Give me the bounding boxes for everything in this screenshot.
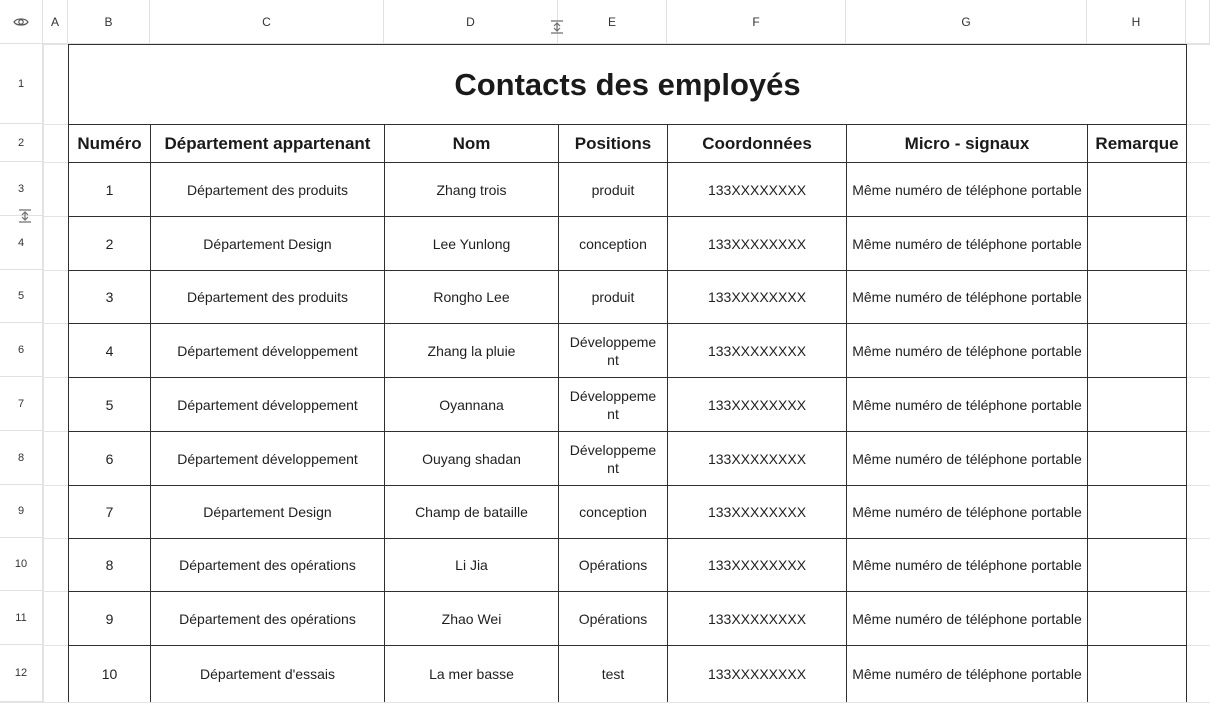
row-header-12[interactable]: 12 [0,645,43,702]
resize-handle-icon [16,207,34,225]
table-border-horizontal [68,377,1187,378]
table-cell-name[interactable]: La mer basse [385,646,558,702]
table-cell-contact[interactable]: 133XXXXXXXX [668,646,846,702]
table-border-horizontal [68,485,1187,486]
column-header-h[interactable]: H [1087,0,1186,44]
table-border-horizontal [68,44,1187,45]
column-header-e[interactable]: E [558,0,667,44]
table-cell-name[interactable]: Rongho Lee [385,271,558,323]
table-cell-wechat[interactable]: Même numéro de téléphone portable [847,646,1087,702]
row-header-7[interactable]: 7 [0,377,43,431]
table-cell-name[interactable]: Zhang trois [385,163,558,216]
table-cell-remark[interactable] [1088,378,1186,431]
table-cell-dept[interactable]: Département des opérations [151,539,384,591]
eye-icon [13,14,29,30]
table-border-vertical [150,124,151,702]
table-cell-remark[interactable] [1088,432,1186,485]
table-cell-num[interactable]: 2 [69,217,150,270]
table-header-cell[interactable]: Coordonnées [668,125,846,162]
table-cell-dept[interactable]: Département d'essais [151,646,384,702]
table-cell-num[interactable]: 9 [69,592,150,645]
column-header-d[interactable]: D [384,0,558,44]
table-border-horizontal [68,323,1187,324]
row-header-1[interactable]: 1 [0,44,43,124]
column-header-blank [1186,0,1210,44]
table-cell-wechat[interactable]: Même numéro de téléphone portable [847,324,1087,377]
row-header-2[interactable]: 2 [0,124,43,162]
table-cell-remark[interactable] [1088,592,1186,645]
table-header-cell[interactable]: Nom [385,125,558,162]
table-border-vertical [1087,124,1088,702]
table-cell-num[interactable]: 7 [69,486,150,538]
column-resize-handle[interactable] [548,18,566,36]
gridline-vertical [43,0,44,702]
row-header-5[interactable]: 5 [0,270,43,323]
table-border-horizontal [68,591,1187,592]
table-cell-num[interactable]: 10 [69,646,150,702]
table-cell-remark[interactable] [1088,486,1186,538]
table-border-vertical [1186,44,1187,702]
table-cell-num[interactable]: 3 [69,271,150,323]
table-border-vertical [558,124,559,702]
row-header-10[interactable]: 10 [0,538,43,591]
table-cell-remark[interactable] [1088,271,1186,323]
table-cell-position[interactable]: Opérations [559,592,667,645]
table-cell-num[interactable]: 5 [69,378,150,431]
table-cell-dept[interactable]: Département développement [151,378,384,431]
select-all-corner[interactable] [0,0,43,44]
table-title[interactable]: Contacts des employés [69,45,1186,124]
table-cell-position[interactable]: conception [559,217,667,270]
row-header-6[interactable]: 6 [0,323,43,377]
table-cell-dept[interactable]: Département des produits [151,271,384,323]
resize-handle-icon [548,18,566,36]
table-cell-contact[interactable]: 133XXXXXXXX [668,163,846,216]
column-header-g[interactable]: G [846,0,1087,44]
table-cell-dept[interactable]: Département Design [151,486,384,538]
table-cell-position[interactable]: produit [559,163,667,216]
table-cell-wechat[interactable]: Même numéro de téléphone portable [847,539,1087,591]
table-cell-dept[interactable]: Département des produits [151,163,384,216]
table-cell-name[interactable]: Lee Yunlong [385,217,558,270]
row-resize-handle[interactable] [16,207,34,225]
column-header-c[interactable]: C [150,0,384,44]
table-cell-remark[interactable] [1088,324,1186,377]
table-border-vertical [384,124,385,702]
table-cell-wechat[interactable]: Même numéro de téléphone portable [847,271,1087,323]
table-cell-remark[interactable] [1088,646,1186,702]
table-cell-position[interactable]: Développeme nt [559,432,667,485]
table-cell-num[interactable]: 1 [69,163,150,216]
table-cell-position[interactable]: test [559,646,667,702]
table-border-vertical [667,124,668,702]
table-cell-wechat[interactable]: Même numéro de téléphone portable [847,432,1087,485]
table-cell-dept[interactable]: Département des opérations [151,592,384,645]
table-cell-wechat[interactable]: Même numéro de téléphone portable [847,592,1087,645]
table-border-vertical [68,44,69,702]
table-cell-name[interactable]: Zhao Wei [385,592,558,645]
row-header-4[interactable]: 4 [0,216,43,270]
table-border-horizontal [68,538,1187,539]
table-header-cell[interactable]: Département appartenant [151,125,384,162]
row-header-8[interactable]: 8 [0,431,43,485]
table-cell-position[interactable]: Développeme nt [559,324,667,377]
table-cell-wechat[interactable]: Même numéro de téléphone portable [847,163,1087,216]
table-cell-remark[interactable] [1088,539,1186,591]
column-header-a[interactable]: A [43,0,68,44]
table-header-cell[interactable]: Remarque [1088,125,1186,162]
table-header-cell[interactable]: Positions [559,125,667,162]
table-cell-contact[interactable]: 133XXXXXXXX [668,378,846,431]
row-header-9[interactable]: 9 [0,485,43,538]
table-cell-position[interactable]: conception [559,486,667,538]
table-cell-position[interactable]: Opérations [559,539,667,591]
table-border-horizontal [68,431,1187,432]
column-header-b[interactable]: B [68,0,150,44]
table-cell-contact[interactable]: 133XXXXXXXX [668,324,846,377]
table-cell-num[interactable]: 8 [69,539,150,591]
table-cell-num[interactable]: 4 [69,324,150,377]
table-cell-remark[interactable] [1088,163,1186,216]
table-cell-dept[interactable]: Département développement [151,324,384,377]
table-cell-name[interactable]: Ouyang shadan [385,432,558,485]
table-cell-dept[interactable]: Département Design [151,217,384,270]
table-cell-num[interactable]: 6 [69,432,150,485]
table-border-vertical [846,124,847,702]
table-cell-contact[interactable]: 133XXXXXXXX [668,539,846,591]
table-cell-position[interactable]: Développeme nt [559,378,667,431]
table-border-horizontal [68,216,1187,217]
table-cell-name[interactable]: Champ de bataille [385,486,558,538]
table-cell-contact[interactable]: 133XXXXXXXX [668,432,846,485]
table-cell-contact[interactable]: 133XXXXXXXX [668,486,846,538]
table-cell-wechat[interactable]: Même numéro de téléphone portable [847,378,1087,431]
column-header-f[interactable]: F [667,0,846,44]
table-header-cell[interactable]: Numéro [69,125,150,162]
table-border-horizontal [68,162,1187,163]
table-cell-contact[interactable]: 133XXXXXXXX [668,592,846,645]
table-header-cell[interactable]: Micro - signaux [847,125,1087,162]
table-cell-name[interactable]: Oyannana [385,378,558,431]
row-header-11[interactable]: 11 [0,591,43,645]
table-cell-dept[interactable]: Département développement [151,432,384,485]
table-cell-name[interactable]: Zhang la pluie [385,324,558,377]
table-border-horizontal [68,270,1187,271]
table-border-horizontal [68,124,1187,125]
table-cell-contact[interactable]: 133XXXXXXXX [668,217,846,270]
table-cell-wechat[interactable]: Même numéro de téléphone portable [847,486,1087,538]
table-border-horizontal [68,645,1187,646]
row-header-3[interactable]: 3 [0,162,43,216]
table-cell-remark[interactable] [1088,217,1186,270]
table-cell-contact[interactable]: 133XXXXXXXX [668,271,846,323]
table-cell-name[interactable]: Li Jia [385,539,558,591]
table-cell-wechat[interactable]: Même numéro de téléphone portable [847,217,1087,270]
table-cell-position[interactable]: produit [559,271,667,323]
